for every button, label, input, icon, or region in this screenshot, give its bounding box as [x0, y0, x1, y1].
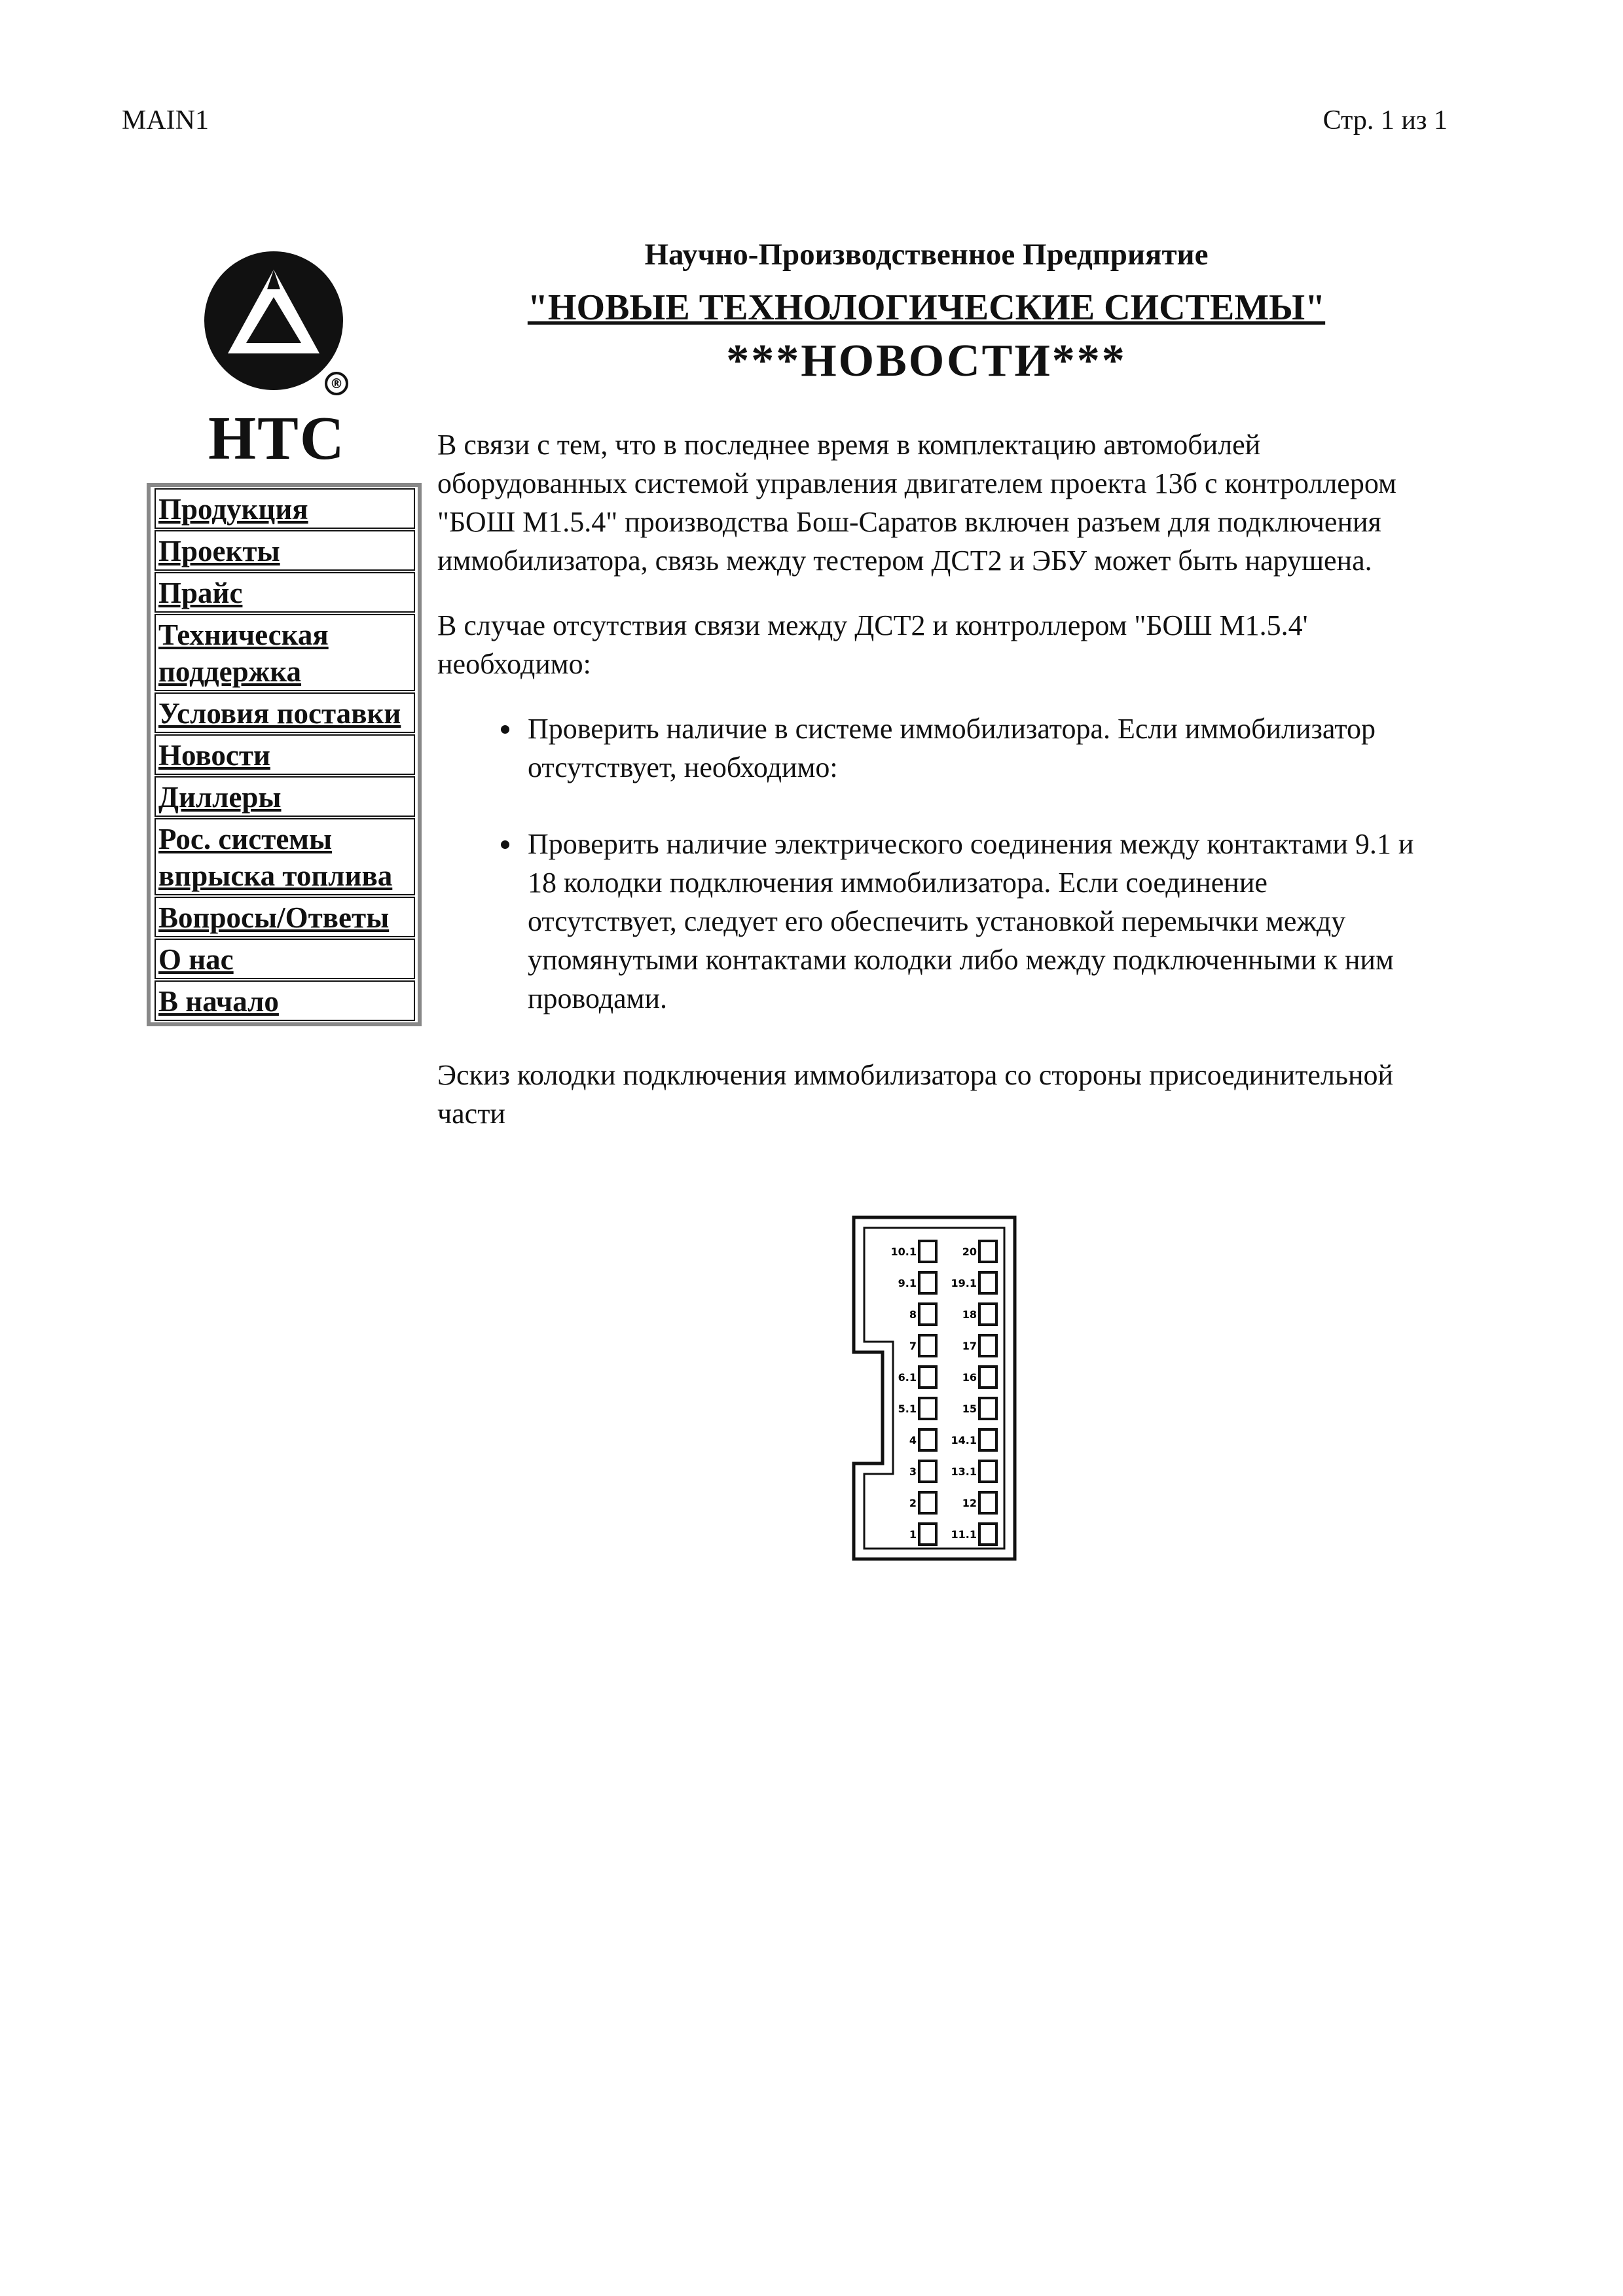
pin-label-left: 4 — [909, 1434, 917, 1446]
pin-label-left: 9.1 — [898, 1277, 917, 1289]
pin-label-left: 8 — [909, 1308, 917, 1321]
pin-right — [979, 1461, 996, 1482]
pin-label-right: 14.1 — [951, 1434, 977, 1446]
pin-label-left: 7 — [909, 1340, 917, 1352]
pin-right — [979, 1335, 996, 1356]
registered-mark: ® — [330, 376, 343, 391]
pin-label-right: 18 — [962, 1308, 977, 1321]
check-list — [437, 709, 1419, 1018]
pin-right — [979, 1367, 996, 1388]
pin-label-right: 12 — [962, 1497, 977, 1509]
pin-label-left: 3 — [909, 1465, 917, 1478]
pin-left — [919, 1429, 936, 1450]
pin-label-left: 5.1 — [898, 1403, 917, 1415]
nav-item-tech-support[interactable]: Техническая поддержка — [155, 614, 415, 691]
news-content — [437, 425, 1419, 1159]
pin-right — [979, 1304, 996, 1325]
nav-item-dealers[interactable]: Диллеры — [155, 776, 415, 817]
news-paragraph-1: В связи с тем, что в последнее время в комплектацию автомобилей оборудованных системой управления двигателем проекта 13б с контроллером "БОШ М1.5.4" производства Бош-Саратов включен разъем для подключения иммобилизатора, связь между тестером ДСТ2 и ЭБУ может быть нарушена. — [437, 429, 1396, 577]
connector-diagram — [851, 1215, 1021, 1562]
logo-text: НТС — [208, 404, 346, 473]
news-paragraph-2: В случае отсутствия связи между ДСТ2 и контроллером "БОШ М1.5.4' необходимо: — [437, 609, 1308, 680]
pin-left — [919, 1492, 936, 1513]
page-header-left: MAIN1 — [122, 105, 209, 135]
nav-item-news[interactable]: Новости — [155, 734, 415, 775]
nav-item-price[interactable]: Прайс — [155, 572, 415, 613]
nav-item-products[interactable]: Продукция — [155, 488, 415, 529]
sidebar-nav — [147, 483, 422, 1026]
pin-left — [919, 1304, 936, 1325]
company-name-title — [435, 287, 1417, 329]
pin-right — [979, 1524, 996, 1545]
pin-label-right: 11.1 — [951, 1528, 977, 1541]
nav-item-injection-systems[interactable]: Рос. системы впрыска топлива — [155, 818, 415, 895]
news-title: ***НОВОСТИ*** — [726, 336, 1127, 386]
nav-item-faq[interactable]: Вопросы/Ответы — [155, 897, 415, 937]
nav-item-home[interactable]: В начало — [155, 980, 415, 1021]
pin-right — [979, 1429, 996, 1450]
pin-label-right: 15 — [962, 1403, 977, 1415]
nav-item-delivery-terms[interactable]: Условия поставки — [155, 692, 415, 733]
pin-left — [919, 1272, 936, 1293]
pin-label-left: 1 — [909, 1528, 917, 1541]
pin-left — [919, 1335, 936, 1356]
nav-item-about[interactable]: О нас — [155, 939, 415, 979]
pin-left — [919, 1524, 936, 1545]
check-list-item-2: • Проверить наличие электрического соединения между контактами 9.1 и 18 колодки подключения иммобилизатора. Если соединение отсутствует, следует его обеспечить установкой перемычки между упомянутыми контактами колодки либо между подключенными к ним проводами. — [522, 825, 1419, 1018]
page-header-right: Стр. 1 из 1 — [1322, 105, 1448, 135]
pin-left — [919, 1461, 936, 1482]
pin-right — [979, 1398, 996, 1419]
pin-label-right: 16 — [962, 1371, 977, 1384]
pin-left — [919, 1367, 936, 1388]
pin-left — [919, 1241, 936, 1262]
company-type-title: Научно-Производственное Предприятие — [644, 238, 1209, 272]
pin-right — [979, 1241, 996, 1262]
news-paragraph-3: Эскиз колодки подключения иммобилизатора со стороны присоединительной части — [437, 1059, 1394, 1130]
pin-label-right: 17 — [962, 1340, 977, 1352]
pin-right — [979, 1492, 996, 1513]
pin-label-left: 10.1 — [890, 1246, 917, 1258]
pin-right — [979, 1272, 996, 1293]
pin-label-left: 2 — [909, 1497, 917, 1509]
nts-logo-icon — [196, 243, 367, 407]
pin-label-left: 6.1 — [898, 1371, 917, 1384]
pin-label-right: 20 — [962, 1246, 977, 1258]
pin-label-right: 19.1 — [951, 1277, 977, 1289]
nav-item-projects[interactable]: Проекты — [155, 530, 415, 571]
check-list-item-1: • Проверить наличие в системе иммобилизатора. Если иммобилизатор отсутствует, необходимо: — [522, 709, 1419, 787]
company-name-text: "НОВЫЕ ТЕХНОЛОГИЧЕСКИЕ СИСТЕМЫ" — [527, 287, 1326, 328]
pin-label-right: 13.1 — [951, 1465, 977, 1478]
pin-left — [919, 1398, 936, 1419]
